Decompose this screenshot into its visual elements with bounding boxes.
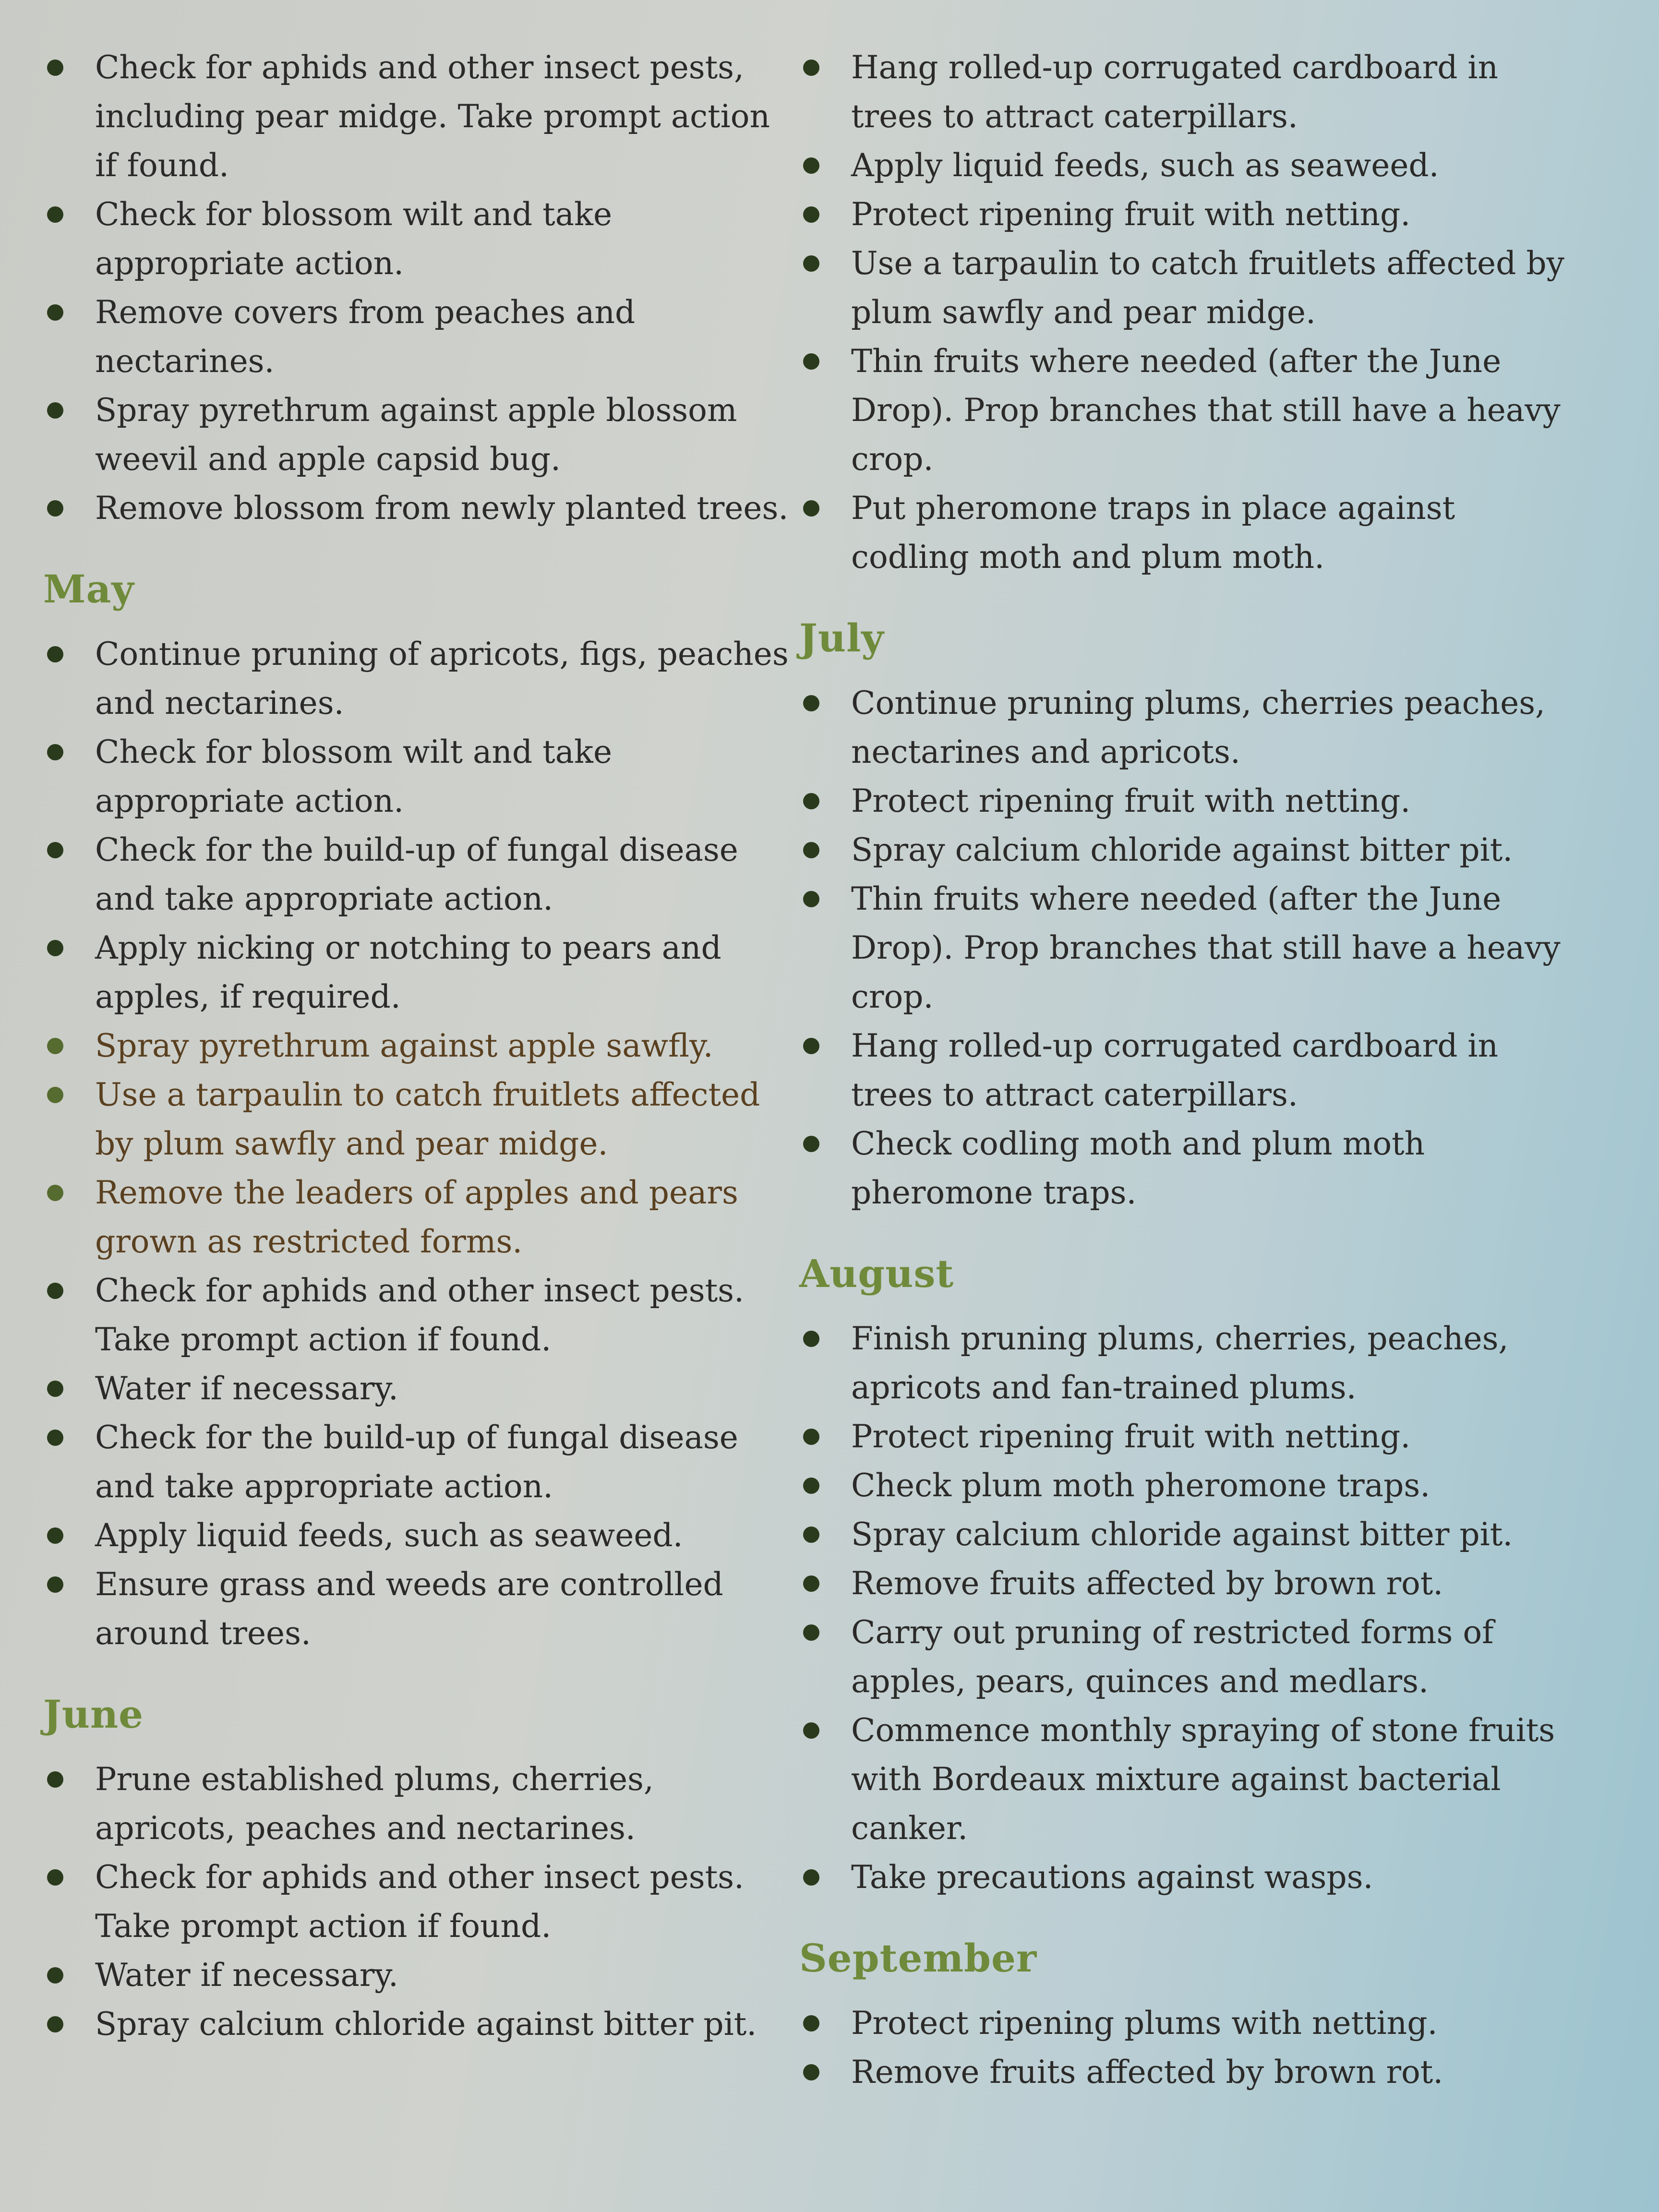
list-item: Use a tarpaulin to catch fruitlets affected by plum sawfly and pear midge. — [799, 239, 1577, 337]
bullet-icon — [803, 60, 819, 76]
bullet-icon — [803, 1136, 819, 1152]
bullet-icon — [803, 1429, 819, 1445]
month-heading-august: August — [799, 1251, 954, 1296]
list-item: Check for the build-up of fungal disease and take appropriate action. — [43, 826, 792, 924]
task-list-july — [799, 679, 1577, 1217]
bullet-icon — [47, 1038, 63, 1054]
task-list-june-continued — [799, 43, 1577, 582]
bullet-icon — [803, 1722, 819, 1739]
list-item: Check codling moth and plum moth pheromone traps. — [799, 1119, 1577, 1217]
bullet-icon — [803, 1038, 819, 1054]
bullet-icon — [803, 1575, 819, 1592]
month-heading-june: June — [43, 1692, 144, 1737]
section-september — [799, 1932, 1577, 2097]
list-item: Protect ripening plums with netting. — [799, 1999, 1577, 2048]
section-june — [43, 1688, 792, 2049]
list-item: Spray calcium chloride against bitter pit. — [43, 2000, 792, 2049]
bullet-icon — [47, 842, 63, 858]
bullet-icon — [47, 1527, 63, 1544]
list-item: Check for the build-up of fungal disease and take appropriate action. — [43, 1413, 792, 1511]
bullet-icon — [47, 304, 63, 321]
bullet-icon — [47, 1283, 63, 1299]
list-item: Apply liquid feeds, such as seaweed. — [799, 141, 1577, 190]
list-item: Remove the leaders of apples and pears grown as restricted forms. — [43, 1168, 792, 1266]
section-april-continued — [43, 43, 792, 533]
task-list-may — [43, 630, 792, 1658]
task-list-august — [799, 1314, 1577, 1902]
bullet-icon — [47, 1967, 63, 1984]
bullet-icon — [803, 353, 819, 370]
bullet-icon — [47, 646, 63, 662]
list-item: Spray pyrethrum against apple sawfly. — [43, 1022, 792, 1070]
list-item: Water if necessary. — [43, 1951, 792, 2000]
bullet-icon — [803, 1331, 819, 1347]
list-item: Thin fruits where needed (after the June Drop). Prop branches that still have a heavy crop. — [799, 875, 1577, 1022]
bullet-icon — [47, 1087, 63, 1103]
right-column — [799, 43, 1577, 2097]
list-item: Apply liquid feeds, such as seaweed. — [43, 1511, 792, 1560]
list-item: Use a tarpaulin to catch fruitlets affected by plum sawfly and pear midge. — [43, 1070, 792, 1168]
bullet-icon — [47, 1430, 63, 1446]
list-item: Spray pyrethrum against apple blossom weevil and apple capsid bug. — [43, 386, 792, 484]
bullet-icon — [803, 255, 819, 272]
list-item: Take precautions against wasps. — [799, 1853, 1577, 1902]
bullet-icon — [47, 60, 63, 76]
list-item: Check for aphids and other insect pests. Take prompt action if found. — [43, 1853, 792, 1951]
list-item: Check for aphids and other insect pests. Take prompt action if found. — [43, 1266, 792, 1364]
bullet-icon — [803, 500, 819, 517]
bullet-icon — [803, 891, 819, 907]
left-column — [43, 43, 792, 2049]
section-july — [799, 612, 1577, 1217]
list-item: Apply nicking or notching to pears and apples, if required. — [43, 924, 792, 1022]
section-june-continued — [799, 43, 1577, 582]
bullet-icon — [803, 1478, 819, 1494]
bullet-icon — [803, 2064, 819, 2080]
month-heading-may: May — [43, 566, 134, 612]
bullet-icon — [803, 157, 819, 174]
list-item: Remove fruits affected by brown rot. — [799, 1559, 1577, 1608]
list-item: Protect ripening fruit with netting. — [799, 1412, 1577, 1461]
list-item: Check for blossom wilt and take appropriate action. — [43, 190, 792, 288]
section-august — [799, 1247, 1577, 1902]
bullet-icon — [47, 402, 63, 419]
list-item: Check plum moth pheromone traps. — [799, 1461, 1577, 1510]
list-item: Remove blossom from newly planted trees. — [43, 484, 792, 533]
list-item: Prune established plums, cherries, apricots, peaches and nectarines. — [43, 1755, 792, 1853]
month-heading-july: July — [799, 615, 884, 661]
list-item: Carry out pruning of restricted forms of apples, pears, quinces and medlars. — [799, 1608, 1577, 1706]
list-item: Spray calcium chloride against bitter pit. — [799, 1510, 1577, 1559]
bullet-icon — [47, 1869, 63, 1886]
list-item: Put pheromone traps in place against codling moth and plum moth. — [799, 484, 1577, 582]
bullet-icon — [47, 2016, 63, 2032]
list-item: Finish pruning plums, cherries, peaches, apricots and fan-trained plums. — [799, 1314, 1577, 1412]
list-item: Thin fruits where needed (after the June Drop). Prop branches that still have a heavy crop. — [799, 337, 1577, 484]
list-item: Hang rolled-up corrugated cardboard in trees to attract caterpillars. — [799, 43, 1577, 141]
task-list-april-continued — [43, 43, 792, 533]
list-item: Water if necessary. — [43, 1364, 792, 1413]
list-item: Protect ripening fruit with netting. — [799, 190, 1577, 239]
bullet-icon — [47, 940, 63, 956]
list-item: Ensure grass and weeds are controlled around trees. — [43, 1560, 792, 1658]
list-item: Remove covers from peaches and nectarines. — [43, 288, 792, 386]
list-item: Check for blossom wilt and take appropriate action. — [43, 728, 792, 826]
list-item: Spray calcium chloride against bitter pit. — [799, 826, 1577, 875]
bullet-icon — [803, 695, 819, 711]
bullet-icon — [47, 500, 63, 517]
task-list-september — [799, 1999, 1577, 2097]
list-item: Hang rolled-up corrugated cardboard in trees to attract caterpillars. — [799, 1022, 1577, 1119]
bullet-icon — [47, 1771, 63, 1788]
bullet-icon — [803, 1527, 819, 1543]
bullet-icon — [47, 1381, 63, 1397]
task-list-june — [43, 1755, 792, 2049]
list-item: Remove fruits affected by brown rot. — [799, 2048, 1577, 2097]
bullet-icon — [47, 1185, 63, 1201]
list-item: Check for aphids and other insect pests, including pear midge. Take prompt action if found. — [43, 43, 792, 190]
bullet-icon — [803, 2015, 819, 2032]
bullet-icon — [803, 1869, 819, 1886]
bullet-icon — [803, 1624, 819, 1641]
bullet-icon — [803, 206, 819, 223]
month-heading-september: September — [799, 1936, 1037, 1981]
section-may — [43, 563, 792, 1658]
list-item: Commence monthly spraying of stone fruits with Bordeaux mixture against bacterial canker. — [799, 1706, 1577, 1853]
list-item: Protect ripening fruit with netting. — [799, 777, 1577, 826]
bullet-icon — [47, 744, 63, 760]
list-item: Continue pruning of apricots, figs, peaches and nectarines. — [43, 630, 792, 728]
bullet-icon — [803, 842, 819, 858]
bullet-icon — [47, 206, 63, 223]
list-item: Continue pruning plums, cherries peaches, nectarines and apricots. — [799, 679, 1577, 777]
bullet-icon — [803, 793, 819, 809]
bullet-icon — [47, 1576, 63, 1593]
